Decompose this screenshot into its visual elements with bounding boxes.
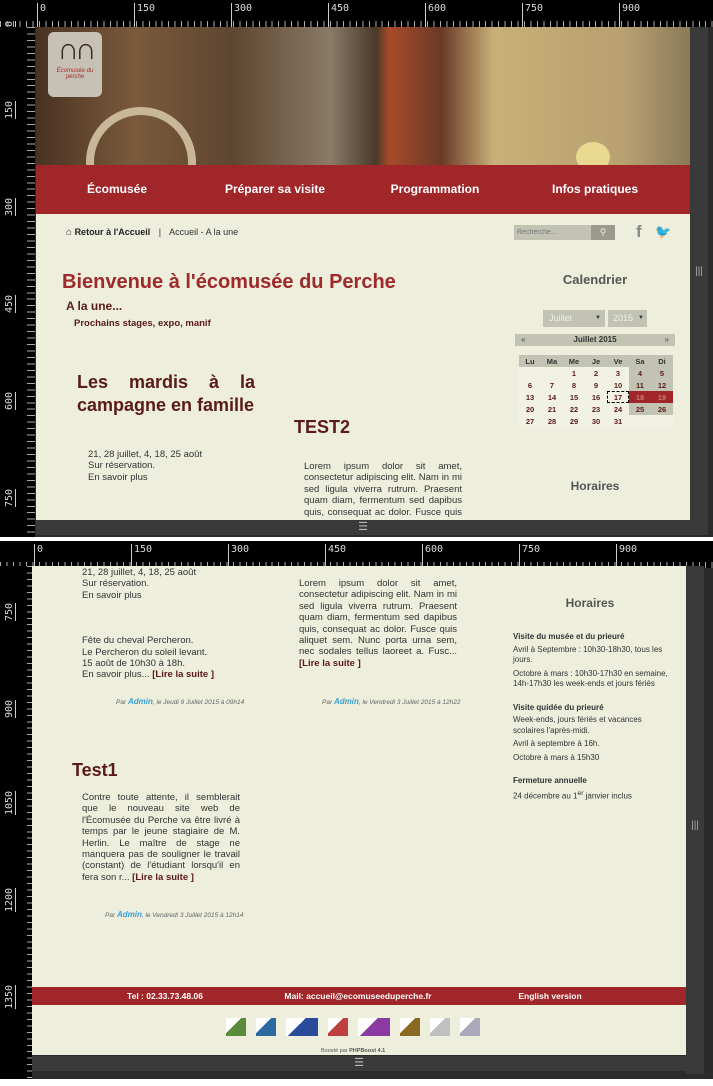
byline-date: , le Jeudi 9 Juillet 2015 à 09h14 [152,699,245,706]
ruler-label: 900 [4,699,15,718]
ruler-label: 150 [4,100,15,119]
phpboost-link[interactable]: PHPBoost 4.1 [349,1048,386,1054]
article-byline [105,910,244,919]
breadcrumb-path[interactable]: Accueil - A la une [169,227,239,237]
ruler-label: 450 [328,3,349,27]
text-line: En savoir plus [82,589,142,601]
ruler-label: 0 [4,20,15,27]
calendar-day[interactable]: 19 [651,391,673,403]
vertical-scrollbar[interactable]: ||| [686,566,704,1074]
ruler-label: 150 [134,3,155,27]
ruler-label: 900 [616,544,637,568]
calendar-month-label: Juillet 2015 [573,335,617,344]
calendar-week-row [519,367,673,379]
breadcrumb-separator: | [158,227,162,237]
facebook-icon[interactable]: f [636,222,642,241]
association-logo[interactable] [328,1018,348,1036]
calendar-day[interactable]: 28 [547,416,557,426]
ruler-label: 300 [4,197,15,216]
read-more-link[interactable]: [Lire la suite ] [299,657,361,669]
ruler-label: 1200 [4,887,15,912]
calendar-day[interactable]: 4 [629,367,651,379]
text-part: 24 décembre au 1 [513,791,578,801]
calendar-day[interactable]: 26 [651,403,673,415]
search-input[interactable] [514,225,591,240]
horaires-title: Horaires [565,596,615,610]
calendar-day[interactable]: 11 [629,379,651,391]
text-line: 21, 28 juillet, 4, 18, 25 août [88,449,203,460]
year-select[interactable] [608,310,647,327]
calendar-day[interactable]: 7 [549,380,555,390]
calendar-day[interactable]: 9 [593,380,599,390]
calendar-day[interactable]: 10 [613,380,623,390]
chevron-down-icon: ▼ [595,315,601,321]
horaires-section-title: Fermeture annuelle [513,776,587,785]
calendar-day[interactable]: 24 [613,404,623,414]
calendar-day[interactable]: 20 [525,404,535,414]
ruler-label: 1050 [4,790,15,815]
byline-date: , le Vendredi 3 Juillet 2015 à 12h22 [358,699,461,706]
ruler-label: 450 [4,294,15,313]
calendar-header [515,334,675,346]
ruler-label: 750 [519,544,540,568]
weekday-label: Me [563,355,585,367]
powered-by [321,1048,385,1054]
byline-date: , le Vendredi 3 Juillet 2015 à 12h14 [141,912,244,919]
calendar-day [541,367,563,379]
ruler-left [0,20,35,537]
byline-prefix: Par [116,699,127,706]
byline-prefix: Par [322,699,333,706]
orne-logo[interactable] [226,1018,246,1036]
musee-logo[interactable] [400,1018,420,1036]
calendar-day[interactable]: 5 [651,367,673,379]
calendar-day[interactable]: 27 [525,416,535,426]
calendar-day [629,415,651,427]
weekday-label: Lu [519,355,541,367]
text-line: Sur réservation. [82,578,150,590]
ruler-label: 0 [34,544,43,568]
read-more-link[interactable]: [Lire la suite ] [152,669,214,681]
calendar-day[interactable]: 23 [591,404,601,414]
article-excerpt [88,449,258,483]
horaires-content [513,632,673,805]
author-link[interactable]: Admin [333,697,359,706]
read-more-link[interactable]: [Lire la suite ] [132,871,194,883]
excerpt-text: Lorem ipsum dolor sit amet, consectetur adipiscing elit. Nam in mi sed ligula viverra rutrum. Praesent quam diam, fermentum sed dapibus quis, consequat ac dolor. Fusce quis aliquet sem. Nunc porta urna sem, nec sodales tellus laoreet a. Fusc... [299,578,457,658]
footer-bar [32,987,686,1005]
ruler-label: 600 [425,3,446,27]
article-excerpt [82,792,240,883]
nav-preparer-visite[interactable]: Préparer sa visite [224,182,326,196]
article-excerpt [299,578,457,669]
ruler-label: 750 [4,602,15,621]
author-link[interactable]: Admin [127,697,153,706]
calendar-day[interactable]: 30 [591,416,601,426]
next-month-button[interactable]: » [664,335,669,344]
horaires-text: Week-ends, jours fériés et vacances scolaires l'après-midi. [513,715,642,735]
ruler-top [0,541,713,568]
home-icon: ⌂ [66,227,73,238]
horaires-text [513,789,673,802]
breadcrumb [66,227,238,238]
partner-logos [221,1018,501,1036]
calendar-title: Calendrier [562,272,628,287]
text-line: Sur réservation. [88,460,156,472]
nav-ecomusee[interactable]: Écomusée [86,182,148,196]
text-line: En savoir plus... [82,669,150,681]
calendar-week-row [519,403,673,415]
calendar-day[interactable]: 1 [571,368,577,378]
screenshot-panel-2 [0,541,713,1079]
article-title[interactable]: Les mardis à la campagne en famille [77,372,255,415]
horizontal-scrollbar[interactable]: ☰ [36,520,690,535]
author-link[interactable]: Admin [116,910,142,919]
ruler-label: 600 [422,544,443,568]
text-line: Le Percheron du soleil levant. [82,646,208,658]
text-part: er [577,789,584,797]
ruler-left [0,566,32,1079]
calendar-day[interactable]: 2 [593,368,599,378]
twitter-icon[interactable]: 🐦 [655,224,672,239]
article-title[interactable]: TEST2 [294,417,351,437]
weekday-label: Ma [541,355,563,367]
logo-text: Écomusée du perche [56,68,94,80]
calendar-day[interactable]: 21 [547,404,557,414]
text-line: Fête du cheval Percheron. [82,635,194,647]
weekday-label: Je [585,355,607,367]
calendar-day[interactable]: 18 [629,391,651,403]
calendar-day[interactable]: 17 [607,391,629,403]
ruler-label: 900 [619,3,640,27]
calendar-day[interactable]: 31 [613,416,623,426]
home-link[interactable]: Retour à l'Accueil [74,227,151,237]
ruler-label: 150 [131,544,152,568]
site-logo: ∩∩ Écomusée du perche [48,32,102,97]
calendar-day[interactable]: 16 [591,392,601,402]
search-icon: ⚲ [599,227,607,237]
calendar-day[interactable]: 12 [651,379,673,391]
calendar-day[interactable]: 13 [525,392,535,402]
ruler-label: 450 [325,544,346,568]
fete-logo[interactable] [358,1018,390,1036]
calendar-week-row [519,379,673,391]
calendar-grid [519,355,673,427]
calendar-day[interactable]: 25 [629,403,651,415]
nav-programmation[interactable]: Programmation [390,182,480,196]
search-button[interactable] [591,225,615,240]
article-excerpt [82,567,262,681]
ruler-top [0,0,713,27]
calendar-day[interactable]: 22 [569,404,579,414]
article-byline [322,697,461,706]
horizontal-scrollbar[interactable]: ☰ [32,1056,686,1071]
article-title[interactable]: Test1 [72,760,118,780]
prev-month-button[interactable]: « [521,335,526,344]
ruler-label: 1350 [4,984,15,1009]
powered-label: Boosté par [321,1048,348,1054]
calendar-day [651,415,673,427]
text-line: En savoir plus [88,471,148,483]
calendar-week-row [519,391,673,403]
footer-phone: Tel : 02.33.73.48.06 [127,991,203,1001]
english-version-link[interactable]: English version [518,991,582,1001]
calendar-day[interactable]: 15 [569,392,579,402]
text-line: 21, 28 juillet, 4, 18, 25 août [82,567,197,578]
text-line: 15 août de 10h30 à 18h. [82,658,186,670]
ruler-label: 750 [4,488,15,507]
screenshot-panel-1 [0,0,713,537]
category-link[interactable]: Prochains stages, expo, manif [74,318,211,329]
excerpt-text: Contre toute attente, il semblerait que le nouveau site web de l'Écomusée du Perche va être livré à temps par le jeune stagiaire de M. Herlin. Le maître de stage ne manquera pas de souligner le travail (constant) de l'étudiant lorsqu'il en fera son r... [82,792,240,883]
qualite-logo[interactable] [460,1018,480,1036]
culture-communication-logo[interactable] [286,1018,318,1036]
nav-infos-pratiques[interactable]: Infos pratiques [551,182,639,196]
ruler-label: 300 [231,3,252,27]
page-title: Bienvenue à l'écomusée du Perche [62,271,396,293]
article-excerpt: Lorem ipsum dolor sit amet, consectetur adipiscing elit. Nam in mi sed ligula viverra rutrum. Praesent quam diam, fermentum sed dapibus quis, consequat ac dolor. Fusce quis [304,461,462,517]
ruler-label: 750 [522,3,543,27]
page-subtitle: A la une... [66,299,123,313]
header-banner-image [36,27,690,165]
weekday-label: Di [651,355,673,367]
month-select[interactable] [543,310,605,327]
calendar-day[interactable]: 29 [569,416,579,426]
calendar-day[interactable]: 6 [527,380,533,390]
year-select-value: 2015 [613,313,634,323]
article-byline [116,697,244,706]
weekday-label: Sa [629,355,651,367]
chevron-down-icon: ▼ [638,315,644,321]
horaires-text: Octobre à mars à 15h30 [513,752,600,762]
label-qualite-tourisme-logo[interactable] [430,1018,450,1036]
region-basse-normandie-logo[interactable] [256,1018,276,1036]
calendar-week-row [519,415,673,427]
horaires-text: Octobre à mars : 10h30-17h30 en semaine, 14h-17h30 les week-ends et jours fériés [513,668,668,688]
byline-prefix: Par [105,912,116,919]
horaires-section-title: Visite quidée du prieuré [513,702,604,712]
ruler-label: 0 [37,3,46,27]
horaires-text: Avril à septembre à 16h. [513,739,600,748]
calendar-day[interactable]: 8 [571,380,577,390]
calendar-day[interactable]: 14 [547,392,557,402]
month-select-value: Juillet [549,313,573,323]
footer-mail-link[interactable]: Mail: accueil@ecomuseeduperche.fr [284,991,432,1001]
ruler-label: 600 [4,391,15,410]
ruler-label: 300 [228,544,249,568]
horaires-title: Horaires [570,479,620,493]
vertical-scrollbar[interactable]: ||| [690,27,708,535]
horaires-section-title: Visite du musée et du prieuré [513,632,625,641]
text-part: janvier inclus [583,791,632,801]
horaires-text: Avril à Septembre : 10h30-18h30, tous les jours. [513,644,663,664]
weekday-label: Ve [607,355,629,367]
calendar-weekday-row [519,355,673,367]
calendar-day [519,367,541,379]
calendar-day[interactable]: 3 [615,368,621,378]
